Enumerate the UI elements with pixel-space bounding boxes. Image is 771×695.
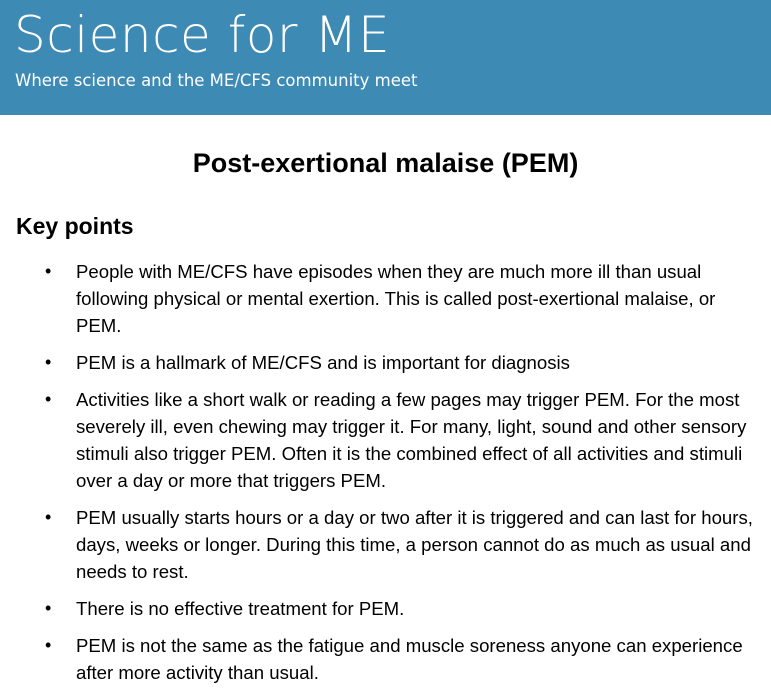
bullet-icon: • — [45, 507, 52, 527]
bullet-icon: • — [45, 389, 52, 409]
site-title[interactable]: Science for ME — [14, 6, 391, 64]
key-point-item — [0, 595, 771, 622]
key-point-text: Activities like a short walk or reading a few pages may trigger PEM. For the most severely ill, even chewing may trigger it. For many, light, sound and other sensory stimuli also trigger PEM. Often it is the combined effect of all activities and stimuli over a day or more that triggers PEM. — [76, 389, 747, 491]
bullet-icon: • — [45, 261, 52, 281]
key-point-item — [0, 386, 771, 494]
page-title: Post-exertional malaise (PEM) — [192, 148, 579, 178]
section-heading-key-points: Key points — [16, 213, 134, 239]
key-points-list — [0, 258, 771, 695]
bullet-icon: • — [45, 598, 52, 618]
key-point-text: PEM usually starts hours or a day or two after it is triggered and can last for hours, days, weeks or longer. During this time, a person cannot do as much as usual and needs to rest. — [76, 507, 753, 582]
key-point-text: PEM is a hallmark of ME/CFS and is important for diagnosis — [76, 352, 570, 373]
bullet-icon: • — [45, 352, 52, 372]
key-point-text: PEM is not the same as the fatigue and muscle soreness anyone can experience after more activity than usual. — [76, 635, 743, 683]
site-banner — [0, 0, 771, 115]
key-point-item — [0, 349, 771, 376]
key-point-text: People with ME/CFS have episodes when they are much more ill than usual following physical or mental exertion. This is called post-exertional malaise, or PEM. — [76, 261, 716, 336]
key-point-item — [0, 504, 771, 585]
key-point-text: There is no effective treatment for PEM. — [76, 598, 405, 619]
key-point-item — [0, 258, 771, 339]
bullet-icon: • — [45, 635, 52, 655]
site-tagline: Where science and the ME/CFS community meet — [15, 71, 418, 90]
key-point-item — [0, 632, 771, 686]
